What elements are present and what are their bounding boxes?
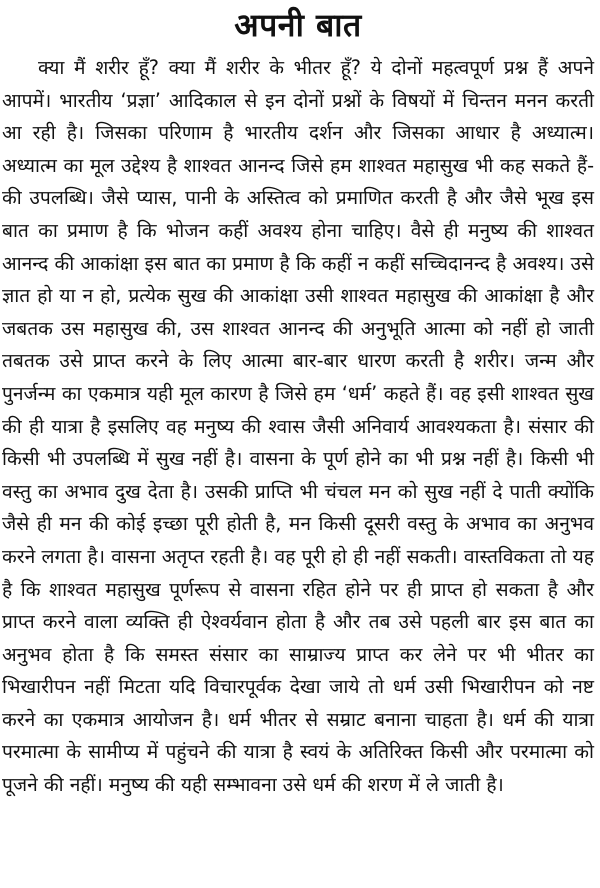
body-paragraph: क्या मैं शरीर हूँ? क्या मैं शरीर के भीतर हूँ? ये दोनों महत्वपूर्ण प्रश्न हैं अपने आपमें। भारतीय ‘प्रज्ञा’ आदिकाल से इन दोनों प्रश्नों के विषयों में चिन्तन मनन करती आ रही है। जिसका परिणाम है भारतीय दर्शन और जिसका आधार है अध्यात्म। अध्यात्म का मूल उद्देश्य है शाश्वत आनन्द जिसे हम शाश्वत महासुख भी कह सकते हैं- की उपलब्धि। जैसे प्यास, पानी के अस्तित्व को प्रमाणित करती है और जैसे भूख इस बात का प्रमाण है कि भोजन कहीं अवश्य होना चाहिए। वैसे ही मनुष्य की शाश्वत आनन्द की आकांक्षा इस बात का प्रमाण है कि कहीं न कहीं सच्चिदानन्द है अवश्य। उसे ज्ञात हो या न हो, प्रत्येक सुख की आकांक्षा उसी शाश्वत महासुख की आकांक्षा है और जबतक उस महासुख की, उस शाश्वत आनन्द की अनुभूति आत्मा को नहीं हो जाती तबतक उसे प्राप्त करने के लिए आत्मा बार-बार धारण करती है शरीर। जन्म और पुनर्जन्म का एकमात्र यही मूल कारण है जिसे हम ‘धर्म’ कहते हैं। वह इसी शाश्वत सुख की ही यात्रा है इसलिए वह मनुष्य की श्वास जैसी अनिवार्य आवश्यकता है। संसार की किसी भी उपलब्धि में सुख नहीं है। वासना के पूर्ण होने का भी प्रश्न नहीं है। किसी भी वस्तु का अभाव दुख देता है। उसकी प्राप्ति भी चंचल मन को सुख नहीं दे पाती क्योंकि जैसे ही मन की कोई इच्छा पूरी होती है, मन किसी दूसरी वस्तु के अभाव का अनुभव करने लगता है। वासना अतृप्त रहती है। वह पूरी हो ही नहीं सकती। वास्तविकता तो यह है कि शाश्वत महासुख पूर्णरूप से वासना रहित होने पर ही प्राप्त हो सकता है और प्राप्त करने वाला व्यक्ति ही ऐश्वर्यवान होता है और तब उसे पहली बार इस बात का अनुभव होता है कि समस्त संसार का साम्राज्य प्राप्त कर लेने पर भी भीतर का भिखारीपन नहीं मिटता यदि विचारपूर्वक देखा जाये तो धर्म उसी भिखारीपन को नष्ट करने का एकमात्र आयोजन है। धर्म भीतर से सम्राट बनाना चाहता है। धर्म की यात्रा परमात्मा के सामीप्य में पहुंचने की यात्रा है स्वयं के अतिरिक्त किसी और परमात्मा को पूजने की नहीं। मनुष्य की यही सम्भावना उसे धर्म की शरण में ले जाती है।: [2, 56, 594, 797]
page-title: अपनी बात: [234, 6, 362, 44]
